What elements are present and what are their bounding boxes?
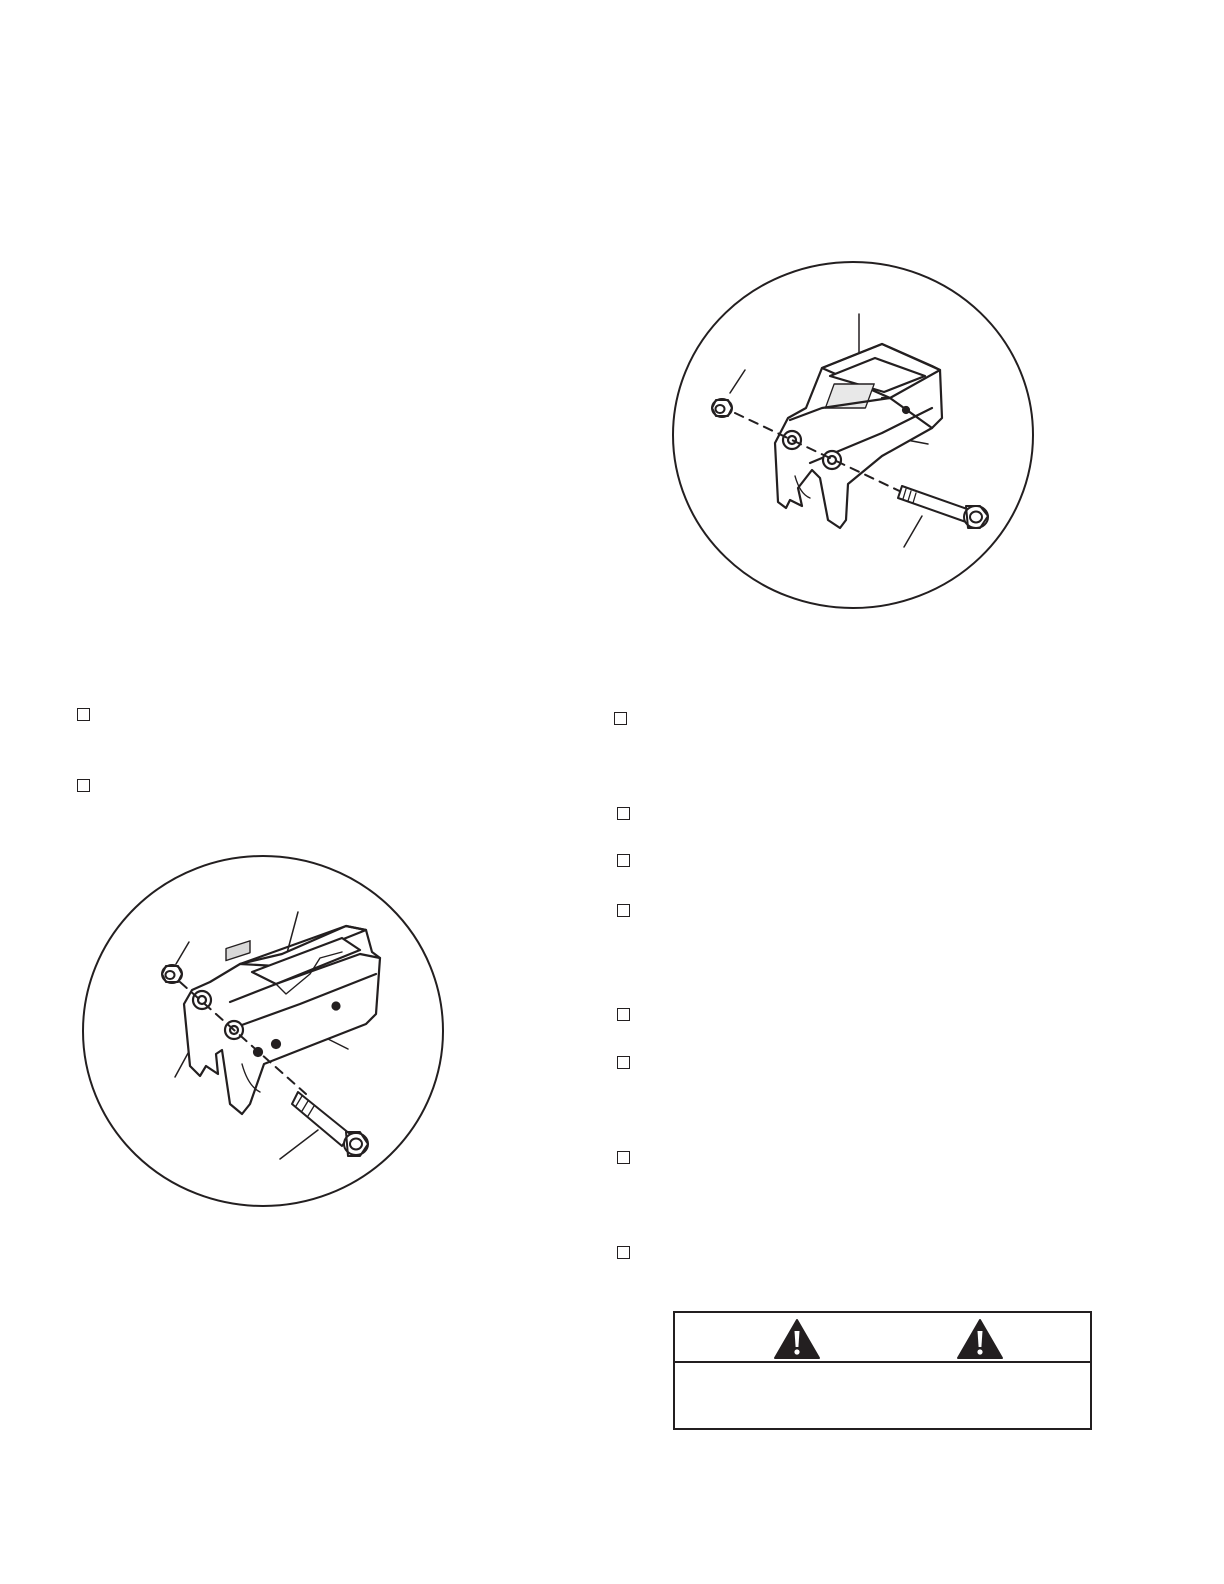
warning-box — [673, 1311, 1092, 1430]
callout-leader-line — [904, 516, 922, 547]
right-step-checkbox-2[interactable] — [617, 807, 630, 820]
right-step-checkbox-4[interactable] — [617, 904, 630, 917]
nut-icon — [712, 399, 732, 417]
right-step-checkbox-3[interactable] — [617, 854, 630, 867]
warning-triangle-icon — [773, 1318, 821, 1360]
callout-leader-line — [176, 942, 189, 964]
warning-triangle-icon — [956, 1318, 1004, 1360]
left-step-checkbox-2[interactable] — [77, 779, 90, 792]
callout-leader-line — [730, 370, 745, 393]
right-step-checkbox-8[interactable] — [617, 1246, 630, 1259]
warning-header — [675, 1313, 1090, 1363]
bolt-icon — [898, 486, 988, 528]
bracket-detail-figure-top — [670, 258, 1038, 614]
right-step-checkbox-6[interactable] — [617, 1056, 630, 1069]
nut-icon — [162, 965, 182, 983]
right-step-checkbox-7[interactable] — [617, 1151, 630, 1164]
bracket-detail-figure-bottom — [80, 854, 448, 1210]
right-step-checkbox-1[interactable] — [614, 712, 627, 725]
callout-leader-line — [280, 1130, 318, 1159]
right-step-checkbox-5[interactable] — [617, 1008, 630, 1021]
warning-body — [675, 1363, 1090, 1428]
left-step-checkbox-1[interactable] — [77, 708, 90, 721]
bolt-icon — [292, 1092, 368, 1156]
bracket-icon — [184, 926, 380, 1114]
